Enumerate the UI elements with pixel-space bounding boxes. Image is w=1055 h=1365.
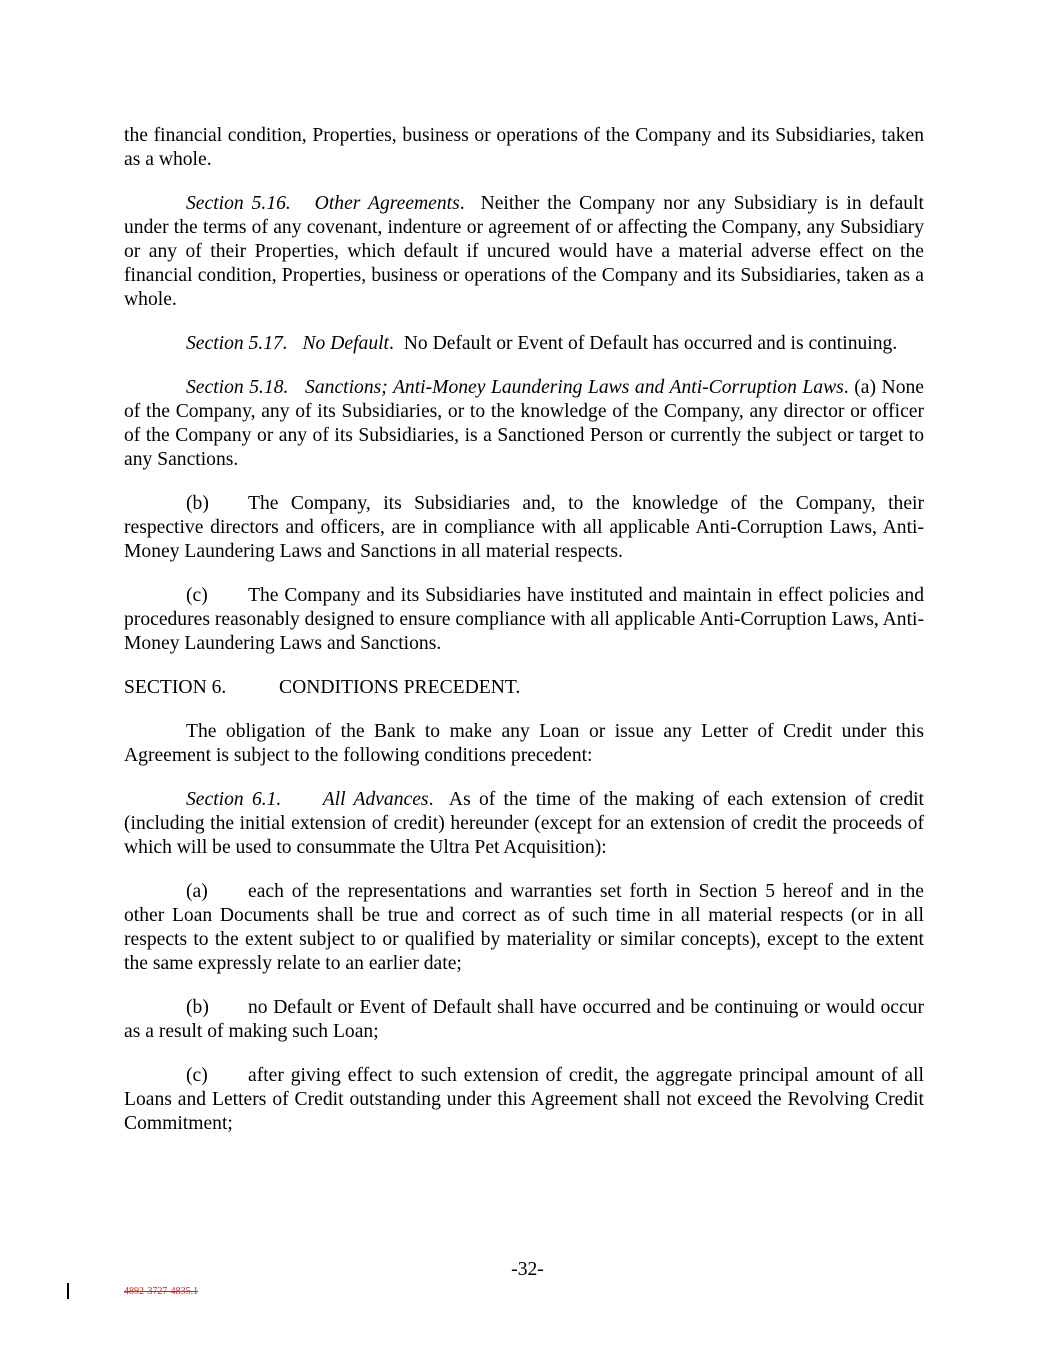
list-marker: (a) — [186, 881, 208, 902]
section-6-1-a: (a) each of the representations and warranties set forth in Section 5 hereof and in the other Loan Documents shall be true and correct as of such time in all material respects (or in all respects to the extent subject to or qualified by materiality or similar concepts), except to the extent the same expressly relate to an earlier date; — [124, 881, 924, 974]
change-bar — [67, 1283, 69, 1299]
section-title: All Advances — [322, 789, 429, 810]
list-marker: (c) — [186, 1065, 208, 1086]
section-5-18-b: (b) The Company, its Subsidiaries and, to the knowledge of the Company, their respective directors and officers, are in compliance with all applicable Anti-Corruption Laws, Anti-Money Laundering Laws and Sanctions in all material respects. — [124, 493, 924, 562]
section-5-18-c: (c) The Company and its Subsidiaries have instituted and maintain in effect policies and procedures reasonably designed to ensure compliance with all applicable Anti-Corruption Laws, Anti-Money Laundering Laws and Sanctions. — [124, 585, 924, 654]
section-label: Section 5.17. — [186, 333, 288, 354]
document-id: 4892-3727-4835.1 — [124, 1286, 199, 1297]
section-label: Section 5.18. — [186, 377, 289, 398]
list-marker: (b) — [186, 493, 209, 514]
section-6-heading — [124, 676, 924, 700]
list-marker: (c) — [186, 585, 208, 606]
paragraph-continuation: the financial condition, Properties, business or operations of the Company and its Subsidiaries, taken as a whole. — [124, 125, 924, 170]
section-5-18: Section 5.18. Sanctions; Anti-Money Laundering Laws and Anti-Corruption Laws. (a) None of the Company, any of its Subsidiaries, or to the knowledge of the Company, any director or officer of the Company or any of its Subsidiaries, is a Sanctioned Person or currently the subject or target to any Sanctions. — [124, 377, 924, 470]
section-label: Section 5.16. — [186, 193, 291, 214]
list-marker: (b) — [186, 997, 209, 1018]
section-5-17: Section 5.17. No Default. No Default or Event of Default has occurred and is continuing. — [186, 333, 898, 354]
section-6-1-c: (c) after giving effect to such extension of credit, the aggregate principal amount of all Loans and Letters of Credit outstanding under this Agreement shall not exceed the Revolving Credit Commitment; — [124, 1065, 924, 1134]
section-title: Sanctions; Anti-Money Laundering Laws and Anti-Corruption Laws — [305, 377, 844, 398]
section-heading-title: CONDITIONS PRECEDENT. — [279, 677, 521, 698]
page-number: -32- — [511, 1259, 544, 1280]
section-6-1-b: (b) no Default or Event of Default shall have occurred and be continuing or would occur as a result of making such Loan; — [124, 997, 924, 1042]
section-6-intro: The obligation of the Bank to make any Loan or issue any Letter of Credit under this Agreement is subject to the following conditions precedent: — [124, 721, 924, 766]
section-title: Other Agreements — [314, 193, 460, 214]
section-number: SECTION 6. — [124, 677, 227, 698]
section-6-1: Section 6.1. All Advances. As of the time of the making of each extension of credit (including the initial extension of credit) hereunder (except for an extension of credit the proceeds of which will be used to consummate the Ultra Pet Acquisition): — [124, 789, 925, 858]
section-5-16: Section 5.16. Other Agreements. Neither the Company nor any Subsidiary is in default under the terms of any covenant, indenture or agreement of or affecting the Company, any Subsidiary or any of their Properties, which default if uncured would have a material adverse effect on the financial condition, Properties, business or operations of the Company and its Subsidiaries, taken as a whole. — [124, 193, 924, 310]
section-label: Section 6.1. — [186, 789, 282, 810]
section-title: No Default — [302, 333, 390, 354]
document-body — [124, 124, 924, 1156]
